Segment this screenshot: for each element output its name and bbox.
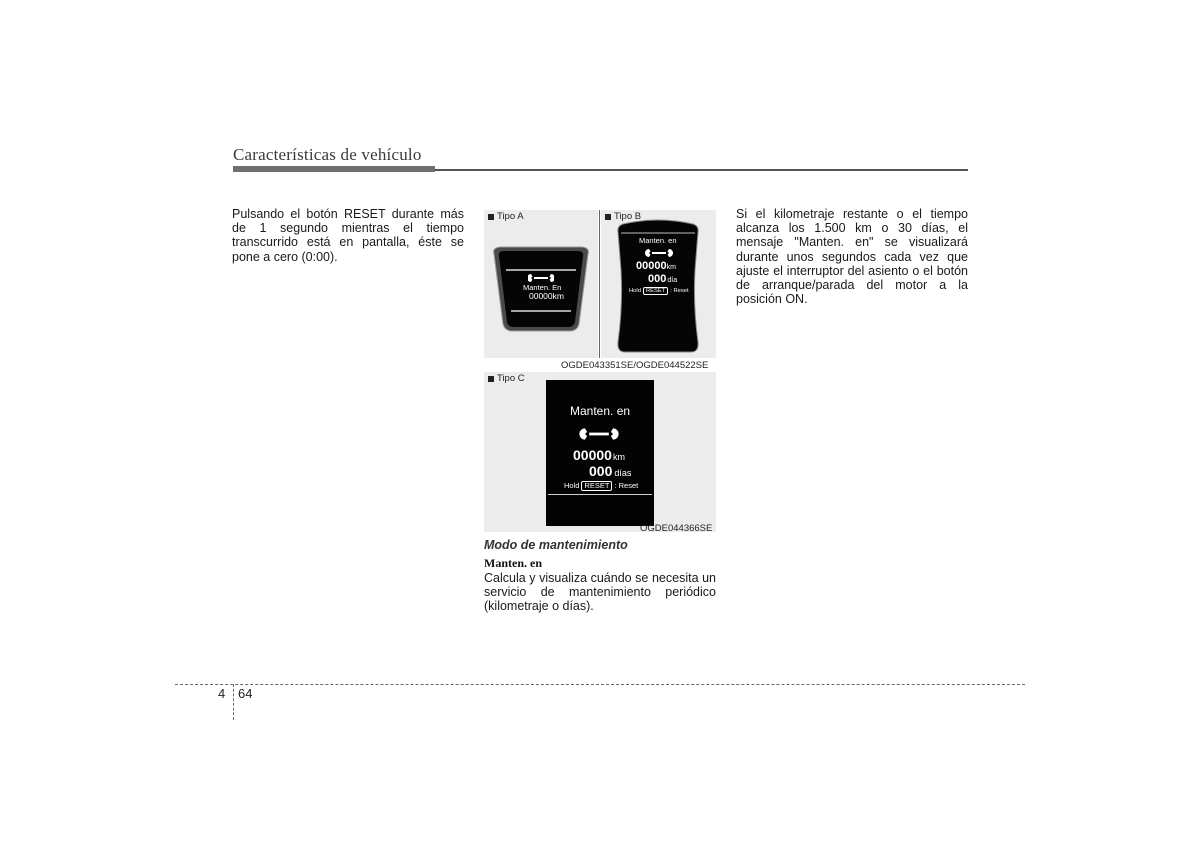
type-b-km-line: 00000km xyxy=(636,260,676,272)
right-paragraph: Si el kilometraje restante o el tiempo alcanza los 1.500 km o 30 días, el mensaje "Manten. en" se visualizará durante unos segundos cada vez que ajuste el interruptor del asiento o el botón de arranque/parada del motor a la posición ON. xyxy=(736,207,968,307)
type-b-message: Manten. en xyxy=(639,236,677,245)
header-rule-thick xyxy=(233,166,435,172)
type-c-km-line: 00000km xyxy=(573,447,625,463)
type-a-km: 00000km xyxy=(529,291,564,301)
type-b-days-line: 000día xyxy=(648,273,678,285)
footer-separator xyxy=(233,684,234,720)
footer-rule xyxy=(175,684,1025,685)
type-c-days-line: 000 días xyxy=(589,463,632,479)
type-c-divider xyxy=(548,494,652,495)
wrench-icon xyxy=(576,427,622,441)
page-number: 64 xyxy=(238,686,253,701)
type-c-message: Manten. en xyxy=(570,404,631,418)
figure-type-a xyxy=(484,210,598,358)
header-rule-thin xyxy=(435,169,968,171)
page-title: Características de vehículo xyxy=(233,145,422,164)
figure-code-bottom: OGDE044366SE xyxy=(640,523,713,534)
caption-title: Modo de mantenimiento xyxy=(484,538,628,552)
type-c-hold-reset: Hold RESET : Reset xyxy=(564,481,639,490)
type-b-label: Tipo B xyxy=(605,211,641,222)
type-c-label: Tipo C xyxy=(488,373,525,384)
figure-divider-line xyxy=(599,210,600,358)
figure-code-top: OGDE043351SE/OGDE044522SE xyxy=(561,360,709,371)
type-b-hold-reset: Hold RESET : Reset xyxy=(629,288,689,294)
figure-type-b xyxy=(601,210,716,358)
wrench-icon xyxy=(642,248,676,258)
wrench-icon xyxy=(528,273,554,283)
chapter-number: 4 xyxy=(218,686,226,701)
left-paragraph: Pulsando el botón RESET durante más de 1 segundo mientras el tiempo transcurrido está en pantalla, éste se pone a cero (0:00). xyxy=(232,207,464,264)
caption-body: Calcula y visualiza cuándo se necesita un servicio de mantenimiento periódico (kilometraje o días). xyxy=(484,571,716,614)
square-bullet-icon xyxy=(488,376,494,382)
type-a-message: Manten. En xyxy=(523,283,562,292)
type-a-label: Tipo A xyxy=(488,211,524,222)
figure-type-c xyxy=(484,372,716,532)
caption-subtitle: Manten. en xyxy=(484,556,542,570)
